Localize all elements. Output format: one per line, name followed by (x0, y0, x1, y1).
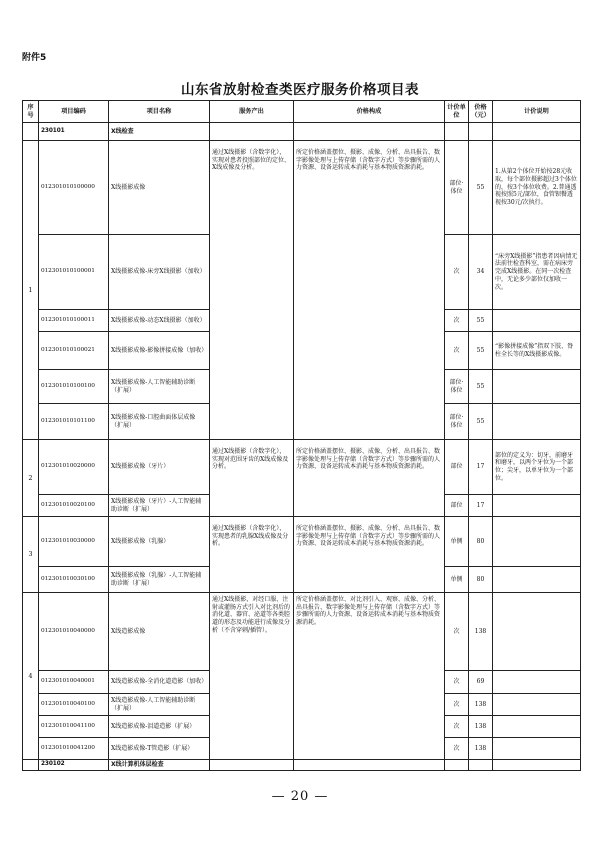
name-cell: X线摄影成像-影像拼接成像（加收） (109, 332, 210, 370)
code-cell: 012301010030100 (39, 567, 109, 593)
name-cell: X线摄影成像（乳腺） (109, 517, 210, 567)
code-cell: 012301010100001 (39, 235, 109, 310)
code-cell: 012301010100021 (39, 332, 109, 370)
code-cell: 012301010040001 (39, 671, 109, 694)
note-cell (493, 370, 581, 404)
note-cell (493, 310, 581, 332)
code-cell: 012301010101100 (39, 404, 109, 440)
code-cell: 012301010020000 (39, 440, 109, 495)
name-cell: X线造影成像-T管造影（扩展） (109, 738, 210, 760)
group-seq-cell: 3 (23, 517, 39, 593)
code-cell: 012301010040100 (39, 694, 109, 716)
price-cell: 17 (469, 440, 493, 495)
note-cell: 部位的定义为：切牙，前磨牙和磨牙，以两个牙位为一个部位；尖牙，以单牙位为一个部位。 (493, 440, 581, 495)
price-cell (469, 123, 493, 141)
table-row (23, 440, 581, 495)
price-cell: 69 (469, 671, 493, 694)
output-cell: 通过X线摄影（含数字化），实现对范围牙齿的X线成像及分析。 (210, 440, 294, 517)
note-cell: “床旁X线摄影”指患者因病情无法前往检查科室，需在病床旁完成X线摄影。在同一次检查中，无论多少部位仅加收一次。 (493, 235, 581, 310)
group-seq-cell: 2 (23, 440, 39, 517)
code-cell: 012301010041100 (39, 716, 109, 738)
group-seq-cell: 4 (23, 593, 39, 760)
note-cell (493, 671, 581, 694)
code-cell: 012301010100000 (39, 141, 109, 235)
unit-cell (445, 760, 469, 771)
note-cell (493, 567, 581, 593)
price-cell: 34 (469, 235, 493, 310)
seq-cell (23, 123, 39, 141)
price-cell: 138 (469, 716, 493, 738)
composition-cell (294, 760, 445, 771)
unit-cell: 部位·体位 (445, 370, 469, 404)
header-unit: 计价单位 (445, 101, 469, 123)
price-cell: 138 (469, 593, 493, 671)
header-output: 服务产出 (210, 101, 294, 123)
code-cell: 012301010041200 (39, 738, 109, 760)
name-cell: X线摄影成像（牙片） (109, 440, 210, 495)
output-cell: 通过X线摄影，对经口服、注射或灌肠方式引入对比剂后的消化道、器官、泌道等各类腔道的形态及功能进行成像及分析（不含穿刺/插管）。 (210, 593, 294, 760)
name-cell: X线计算机体层检查 (109, 760, 210, 771)
unit-cell: 次 (445, 738, 469, 760)
name-cell: X线摄影成像-人工智能辅助诊断（扩展） (109, 370, 210, 404)
price-cell (469, 760, 493, 771)
page-number: — 20 — (271, 789, 329, 804)
composition-cell: 所定价格涵盖摆位、摄影、成像、分析、出具报告、数字影像处理与上传存储（含数字方式）等步骤所需的人力资源、设备运转成本消耗与基本物质资源消耗。 (294, 517, 445, 593)
note-cell (493, 716, 581, 738)
name-cell: X线摄影成像-动态X线摄影（加收） (109, 310, 210, 332)
unit-cell: 部位 (445, 440, 469, 495)
code-cell: 230101 (39, 123, 109, 141)
document-title: 山东省放射检查类医疗服务价格项目表 (181, 82, 419, 98)
price-cell: 138 (469, 694, 493, 716)
header-code: 项目编码 (39, 101, 109, 123)
price-cell: 55 (469, 332, 493, 370)
name-cell: X线造影成像 (109, 593, 210, 671)
table-header-row (23, 101, 581, 123)
header-price: 价格（元） (469, 101, 493, 123)
note-cell (493, 517, 581, 567)
header-seq: 序号 (23, 101, 39, 123)
composition-cell: 所定价格涵盖摆位、摄影、成像、分析、出具报告、数字影像处理与上传存储（含数字方式）等步骤所需的人力资源、设备运转成本消耗与基本物质资源消耗。 (294, 141, 445, 440)
note-cell: 1.从第2个体位开始按28元收取，每个部位摄影超过3个体位的，按3个体位收费。2.普通透视按照5元/部位，食管钡餐透视按30元/次执行。 (493, 141, 581, 235)
note-cell (493, 495, 581, 517)
unit-cell: 部位·体位 (445, 404, 469, 440)
name-cell: X线检查 (109, 123, 210, 141)
unit-cell: 次 (445, 332, 469, 370)
unit-cell: 单侧 (445, 567, 469, 593)
unit-cell: 次 (445, 235, 469, 310)
price-cell: 17 (469, 495, 493, 517)
price-cell: 80 (469, 567, 493, 593)
note-cell: “影像拼接成像”指双下肢、脊柱全长等的X线摄影成像。 (493, 332, 581, 370)
unit-cell (445, 123, 469, 141)
price-cell: 55 (469, 141, 493, 235)
note-cell (493, 760, 581, 771)
unit-cell: 部位·体位 (445, 141, 469, 235)
code-cell: 012301010030000 (39, 517, 109, 567)
unit-cell: 部位 (445, 495, 469, 517)
table-row-category (23, 123, 581, 141)
output-cell: 通过X线摄影（含数字化），实现对患者投照部位的定位、X线成像及分析。 (210, 141, 294, 440)
unit-cell: 次 (445, 671, 469, 694)
note-cell (493, 694, 581, 716)
table-row-category (23, 760, 581, 771)
price-cell: 55 (469, 370, 493, 404)
price-cell: 55 (469, 310, 493, 332)
note-cell (493, 738, 581, 760)
name-cell: X线摄影成像-口腔曲面体层成像（扩展） (109, 404, 210, 440)
table-row (23, 517, 581, 567)
output-cell (210, 123, 294, 141)
note-cell (493, 123, 581, 141)
table-row (23, 141, 581, 235)
unit-cell: 次 (445, 310, 469, 332)
header-composition: 价格构成 (294, 101, 445, 123)
composition-cell (294, 123, 445, 141)
seq-cell (23, 760, 39, 771)
table-row (23, 593, 581, 671)
name-cell: X线摄影成像 (109, 141, 210, 235)
unit-cell: 次 (445, 694, 469, 716)
note-cell (493, 404, 581, 440)
code-cell: 012301010100100 (39, 370, 109, 404)
header-note: 计价说明 (493, 101, 581, 123)
name-cell: X线摄影成像-床旁X线摄影（加收） (109, 235, 210, 310)
price-cell: 80 (469, 517, 493, 567)
composition-cell: 所定价格涵盖摆位、摄影、成像、分析、出具报告、数字影像处理与上传存储（含数字方式）等步骤所需的人力资源、设备运转成本消耗与基本物质资源消耗。 (294, 440, 445, 517)
output-cell: 通过X线摄影（含数字化），实现患者的乳腺X线成像及分析。 (210, 517, 294, 593)
attachment-label: 附件5 (22, 53, 47, 63)
name-cell: X线造影成像-泪道造影（扩展） (109, 716, 210, 738)
code-cell: 012301010100011 (39, 310, 109, 332)
name-cell: X线造影成像-人工智能辅助诊断（扩展） (109, 694, 210, 716)
note-cell (493, 593, 581, 671)
name-cell: X线造影成像-全消化道造影（加收） (109, 671, 210, 694)
code-cell: 230102 (39, 760, 109, 771)
unit-cell: 单侧 (445, 517, 469, 567)
unit-cell: 次 (445, 593, 469, 671)
name-cell: X线摄影成像（乳腺）-人工智能辅助诊断（扩展） (109, 567, 210, 593)
composition-cell: 所定价格涵盖摆位、对比剂引入、观察、成像、分析、出具报告、数字影像处理与上传存储（含数字方式）等步骤所需的人力资源、设备运转成本消耗与基本物质资源消耗。 (294, 593, 445, 760)
header-name: 项目名称 (109, 101, 210, 123)
code-cell: 012301010020100 (39, 495, 109, 517)
code-cell: 012301010040000 (39, 593, 109, 671)
output-cell (210, 760, 294, 771)
unit-cell: 次 (445, 716, 469, 738)
price-cell: 138 (469, 738, 493, 760)
group-seq-cell: 1 (23, 141, 39, 440)
price-cell: 55 (469, 404, 493, 440)
price-table (22, 100, 581, 771)
name-cell: X线摄影成像（牙片）-人工智能辅助诊断（扩展） (109, 495, 210, 517)
